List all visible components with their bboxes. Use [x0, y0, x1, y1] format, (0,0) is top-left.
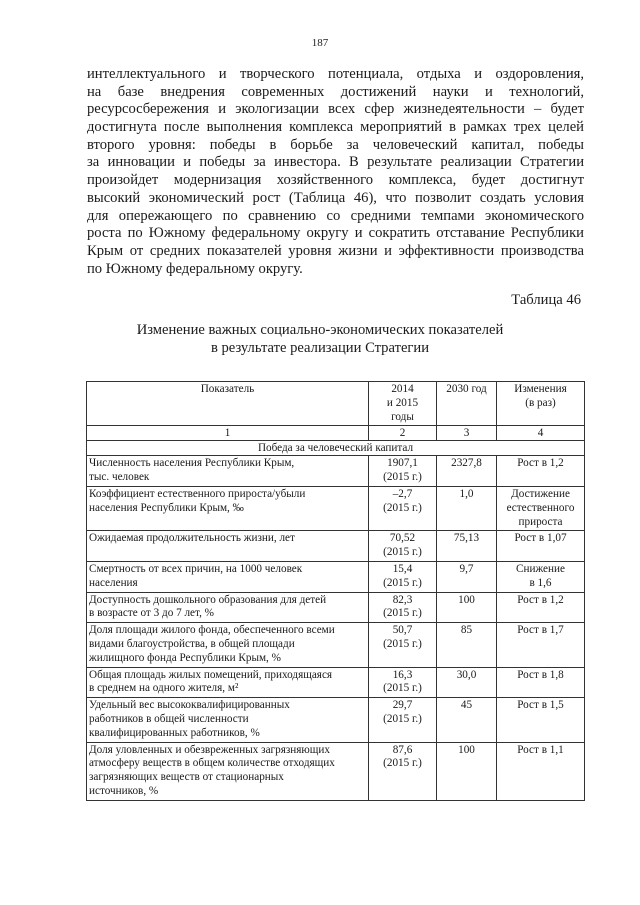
- target-value-cell: 100: [437, 742, 497, 800]
- change-line: в 1,6: [529, 576, 552, 589]
- change-cell: [497, 561, 585, 592]
- base-value-cell: [369, 486, 437, 530]
- indicator-line: населения Республики Крым, ‰: [89, 501, 244, 514]
- paragraph-line: Крым от средних показателей уровня жизни и эффективности производства: [87, 242, 584, 259]
- header-target-year: 2030 год: [437, 382, 497, 426]
- base-value-line: 87,6: [392, 743, 413, 756]
- base-value-line: 29,7: [392, 699, 413, 712]
- column-number: 3: [437, 426, 497, 441]
- indicator-cell: [87, 742, 369, 800]
- base-value-cell: [369, 667, 437, 698]
- paragraph-line: ресурсосбережения и экологизации всех сфер жизнедеятельности – будет: [87, 101, 584, 118]
- base-value-line: 50,7: [392, 624, 413, 637]
- change-line: Рост в 1,1: [517, 743, 564, 756]
- indicator-cell: [87, 486, 369, 530]
- paragraph-line: для опережающего по сравнению со средними темпами экономического: [87, 207, 584, 224]
- column-number-row: [87, 426, 585, 441]
- table-label: Таблица 46: [511, 292, 581, 308]
- table-row: [87, 531, 585, 562]
- header-base-line: и 2015: [386, 396, 419, 409]
- indicator-line: в среднем на одного жителя, м²: [89, 682, 239, 695]
- base-value-line: 70,52: [389, 532, 416, 545]
- base-value-cell: [369, 592, 437, 623]
- indicator-cell: [87, 456, 369, 487]
- table-row: [87, 486, 585, 530]
- table-row: [87, 456, 585, 487]
- indicator-line: Коэффициент естественного прироста/убыли: [89, 487, 306, 500]
- indicator-line: видами благоустройства, в общей площади: [89, 637, 295, 650]
- body-paragraph: [87, 66, 584, 278]
- header-base-line: 2014: [391, 383, 414, 395]
- section-row: [87, 441, 585, 456]
- change-line: Снижение: [516, 562, 565, 575]
- indicator-line: Доля уловленных и обезвреженных загрязняющих: [89, 743, 330, 756]
- page-number: 187: [311, 37, 329, 49]
- indicator-line: квалифицированных работников, %: [89, 726, 260, 739]
- change-line: естественного: [506, 501, 575, 514]
- base-value-line: (2015 г.): [383, 637, 422, 650]
- base-value-cell: [369, 561, 437, 592]
- table-row: [87, 561, 585, 592]
- base-value-line: 15,4: [392, 562, 413, 575]
- target-value-cell: 30,0: [437, 667, 497, 698]
- table-title-line: Изменение важных социально-экономических показателей: [136, 322, 504, 338]
- base-value-line: (2015 г.): [383, 607, 422, 620]
- change-line: Рост в 1,2: [517, 593, 564, 606]
- indicator-line: источников, %: [89, 784, 159, 797]
- change-cell: [497, 623, 585, 667]
- indicator-cell: [87, 667, 369, 698]
- indicator-cell: [87, 698, 369, 742]
- base-value-line: 16,3: [392, 668, 413, 681]
- table-header-row: [87, 382, 585, 426]
- header-base-years: [369, 382, 437, 426]
- base-value-line: (2015 г.): [383, 546, 422, 559]
- change-line: Рост в 1,5: [517, 699, 564, 712]
- table-row: [87, 698, 585, 742]
- table-title: [0, 322, 640, 357]
- paragraph-line: второго уровня: победы в борьбе за человеческий капитал, победы: [87, 136, 584, 153]
- base-value-cell: [369, 456, 437, 487]
- column-number: 4: [497, 426, 585, 441]
- indicators-table: [86, 381, 585, 801]
- indicator-line: Численность населения Республики Крым,: [89, 457, 295, 470]
- change-cell: [497, 698, 585, 742]
- target-value-cell: 2327,8: [437, 456, 497, 487]
- target-value-cell: 45: [437, 698, 497, 742]
- base-value-line: –2,7: [392, 487, 413, 500]
- base-value-line: (2015 г.): [383, 757, 422, 770]
- paragraph-line: по Южному федеральному округу.: [87, 260, 303, 277]
- paragraph-line: за инновации и победы за инвестора. В результате реализации Стратегии: [87, 154, 584, 171]
- indicator-line: загрязняющих веществ от стационарных: [89, 771, 284, 784]
- indicator-cell: [87, 561, 369, 592]
- indicator-line: Доля площади жилого фонда, обеспеченного всеми: [89, 624, 335, 637]
- paragraph-line: произойдет модернизация хозяйственного комплекса, будет достигнут: [87, 172, 584, 189]
- base-value-cell: [369, 531, 437, 562]
- paragraph-line: достигнута после выполнения комплекса мероприятий в рамках трех целей: [87, 119, 584, 136]
- indicator-cell: [87, 623, 369, 667]
- change-cell: [497, 667, 585, 698]
- base-value-line: (2015 г.): [383, 471, 422, 484]
- base-value-cell: [369, 698, 437, 742]
- target-value-cell: 85: [437, 623, 497, 667]
- table-row: [87, 592, 585, 623]
- base-value-line: (2015 г.): [383, 682, 422, 695]
- base-value-line: 82,3: [392, 593, 413, 606]
- change-line: Рост в 1,07: [514, 532, 567, 545]
- change-cell: [497, 456, 585, 487]
- paragraph-line: интеллектуального и творческого потенциала, отдыха и оздоровления,: [87, 66, 584, 82]
- indicator-line: Смертность от всех причин, на 1000 человек: [89, 562, 303, 575]
- indicator-line: жилищного фонда Республики Крым, %: [89, 651, 281, 664]
- change-line: прироста: [518, 515, 563, 528]
- indicator-line: Удельный вес высококвалифицированных: [89, 699, 290, 712]
- header-change-line: (в раз): [525, 396, 556, 409]
- change-line: Достижение: [511, 487, 570, 500]
- table-row: [87, 623, 585, 667]
- indicator-line: населения: [89, 576, 138, 589]
- indicator-line: Общая площадь жилых помещений, приходящаяся: [89, 668, 333, 681]
- target-value-cell: 9,7: [437, 561, 497, 592]
- indicator-cell: [87, 531, 369, 562]
- indicator-line: тыс. человек: [89, 471, 150, 484]
- section-title: Победа за человеческий капитал: [87, 441, 585, 456]
- header-change-line: Изменения: [514, 383, 567, 395]
- base-value-line: 1907,1: [387, 457, 418, 470]
- change-cell: [497, 531, 585, 562]
- paragraph-line: на базе внедрения современных достижений науки и технологий,: [87, 83, 584, 100]
- change-line: Рост в 1,8: [517, 668, 564, 681]
- change-line: Рост в 1,2: [517, 457, 564, 470]
- column-number: 1: [87, 426, 369, 441]
- paragraph-line: высокий экономический рост (Таблица 46), что позволит создать условия: [87, 189, 584, 206]
- table-row: [87, 667, 585, 698]
- target-value-cell: 100: [437, 592, 497, 623]
- paragraph-line: роста по Южному федеральному округу и сократить отставание Республики: [87, 225, 584, 242]
- change-line: Рост в 1,7: [517, 624, 564, 637]
- target-value-cell: 1,0: [437, 486, 497, 530]
- base-value-line: (2015 г.): [383, 576, 422, 589]
- column-number: 2: [369, 426, 437, 441]
- indicator-line: атмосферу веществ в общем количестве отходящих: [89, 757, 335, 770]
- table-title-line: в результате реализации Стратегии: [210, 339, 430, 356]
- indicator-line: в возрасте от 3 до 7 лет, %: [89, 607, 214, 620]
- change-cell: [497, 592, 585, 623]
- target-value-cell: 75,13: [437, 531, 497, 562]
- indicator-line: работников в общей численности: [89, 712, 249, 725]
- header-indicator: Показатель: [87, 382, 369, 426]
- base-value-cell: [369, 623, 437, 667]
- header-base-line: годы: [391, 410, 414, 423]
- change-cell: [497, 486, 585, 530]
- base-value-line: (2015 г.): [383, 501, 422, 514]
- base-value-cell: [369, 742, 437, 800]
- header-change: [497, 382, 585, 426]
- indicator-cell: [87, 592, 369, 623]
- indicator-line: Ожидаемая продолжительность жизни, лет: [89, 532, 295, 545]
- base-value-line: (2015 г.): [383, 712, 422, 725]
- indicator-line: Доступность дошкольного образования для детей: [89, 593, 327, 606]
- change-cell: [497, 742, 585, 800]
- table-row: [87, 742, 585, 800]
